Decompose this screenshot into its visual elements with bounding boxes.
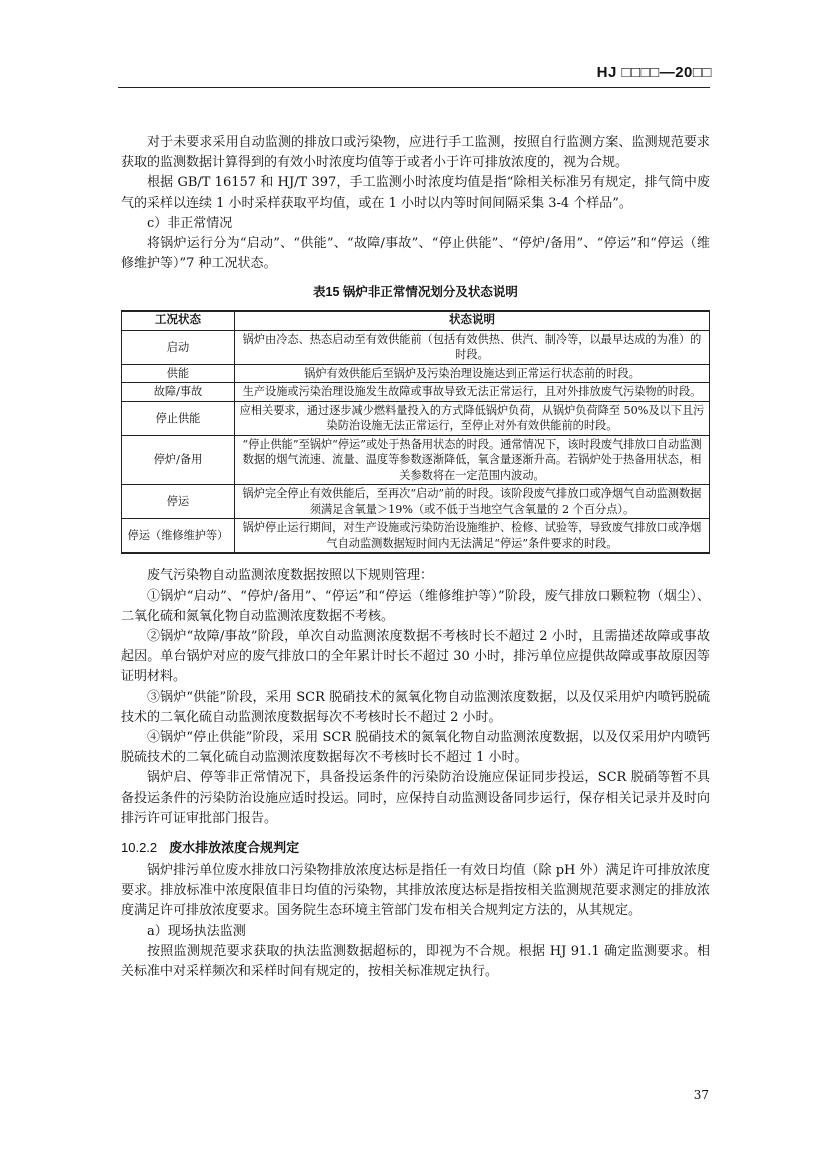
table-row bbox=[122, 485, 710, 519]
state-cell: 供能 bbox=[122, 364, 235, 383]
description-cell: 锅炉由冷态、热态启动至有效供能前（包括有效供热、供汽、制冷等，以最早达成的为准）的时段。 bbox=[235, 330, 710, 364]
state-cell: 故障/事故 bbox=[122, 383, 235, 402]
section-number: 10.2.2 bbox=[121, 840, 158, 856]
rule-item-4: ④锅炉“停止供能”阶段，采用 SCR 脱硝技术的氮氧化物自动监测浓度数据，以及仅采用炉内喷钙脱硫技术的二氧化硫自动监测浓度数据每次不考核时长不超过 1 小时。 bbox=[121, 730, 710, 766]
paragraph: 按照监测规范要求获取的执法监测数据超标的，即视为不合规。根据 HJ 91.1 确定监测要求。相关标准中对采样频次和采样时间有规定的，按相关标准规定执行。 bbox=[121, 943, 710, 980]
column-header-state: 工况状态 bbox=[122, 311, 235, 330]
header-rule bbox=[118, 87, 710, 88]
paragraph: 锅炉启、停等非正常情况下，具备投运条件的污染防治设施应保证同步投运，SCR 脱硝等暂不具备投运条件的污染防治设施应适时投运。同时，应保持自动监测设备同步运行，保存相关记录并及时向排污许可证审批部门报告。 bbox=[121, 770, 710, 826]
state-cell: 停运（维修维护等） bbox=[122, 519, 235, 554]
status-table bbox=[121, 310, 710, 554]
table-row bbox=[122, 401, 710, 435]
state-cell: 停止供能 bbox=[122, 401, 235, 435]
description-cell: 生产设施或污染治理设施发生故障或事故导致无法正常运行，且对外排放废气污染物的时段。 bbox=[235, 383, 710, 402]
table-row bbox=[122, 383, 710, 402]
description-cell: 锅炉完全停止有效供能后，至再次“启动”前的时段。该阶段废气排放口或净烟气自动监测数据须满足含氧量＞19%（或不低于当地空气含氧量的 2 个百分点）。 bbox=[235, 485, 710, 519]
paragraph: 根据 GB/T 16157 和 HJ/T 397，手工监测小时浓度均值是指“除相关标准另有规定，排气筒中废气的采样以连续 1 小时采样获取平均值，或在 1 小时以内等时间间隔采集 3-4 个样品”。 bbox=[121, 175, 710, 211]
column-header-description: 状态说明 bbox=[235, 311, 710, 330]
table-row bbox=[122, 364, 710, 383]
paragraph: 将锅炉运行分为“启动”、“供能”、“故障/事故”、“停止供能”、“停炉/备用”、“停运”和“停运（维修维护等）”7 种工况状态。 bbox=[121, 236, 710, 272]
state-cell: 启动 bbox=[122, 330, 235, 364]
table-caption: 表15 锅炉非正常情况划分及状态说明 bbox=[313, 285, 518, 300]
paragraph: 废气污染物自动监测浓度数据按照以下规则管理： bbox=[147, 568, 434, 584]
state-cell: 停炉/备用 bbox=[122, 435, 235, 485]
table-row bbox=[122, 519, 710, 554]
page-content bbox=[121, 133, 710, 982]
table-header-row bbox=[122, 311, 710, 330]
description-cell: 锅炉停止运行期间，对生产设施或污染防治设施维护、检修、试验等，导致废气排放口或净烟气自动监测数据短时间内无法满足“停运”条件要求的时段。 bbox=[235, 519, 710, 554]
paragraph: 锅炉排污单位废水排放口污染物排放浓度达标是指任一有效日均值（除 pH 外）满足许可排放浓度要求。排放标准中浓度限值非日均值的污染物，其排放浓度达标是指按相关监测规范要求测定的排放浓度满足许可排放浓度要求。国务院生态环境主管部门发布相关合规判定方法的，从其规定。 bbox=[121, 863, 710, 919]
paragraph: 对于未要求采用自动监测的排放口或污染物，应进行手工监测，按照自行监测方案、监测规范要求获取的监测数据计算得到的有效小时浓度均值等于或者小于许可排放浓度的，视为合规。 bbox=[121, 135, 710, 171]
standard-code-header: HJ □□□□—20□□ bbox=[596, 64, 712, 81]
description-cell: 应相关要求，通过逐步减少燃料量投入的方式降低锅炉负荷，从锅炉负荷降至 50%及以下且污染防治设施无法正常运行，至停止对外有效供能前的时段。 bbox=[235, 401, 710, 435]
table-row bbox=[122, 330, 710, 364]
section-heading bbox=[121, 837, 710, 856]
rule-item-3: ③锅炉“供能”阶段，采用 SCR 脱硝技术的氮氧化物自动监测浓度数据，以及仅采用炉内喷钙脱硫技术的二氧化硫自动监测浓度数据每次不考核时长不超过 2 小时。 bbox=[121, 689, 710, 725]
rule-item-1: ①锅炉“启动”、“停炉/备用”、“停运”和“停运（维修维护等）”阶段，废气排放口颗粒物（烟尘）、二氧化硫和氮氧化物自动监测浓度数据不考核。 bbox=[121, 588, 710, 624]
subheading-abnormal: c）非正常情况 bbox=[147, 215, 233, 231]
section-title: 废水排放浓度合规判定 bbox=[169, 840, 300, 856]
state-cell: 停运 bbox=[122, 485, 235, 519]
description-cell: “停止供能”至锅炉“停运”或处于热备用状态的时段。通常情况下，该时段废气排放口自动监测数据的烟气流速、流量、温度等参数逐渐降低，氧含量逐渐升高。若锅炉处于热备用状态，相关参数将在一定范围内波动。 bbox=[235, 435, 710, 485]
table-row bbox=[122, 435, 710, 485]
subheading-field-monitoring: a）现场执法监测 bbox=[147, 923, 246, 939]
page-number: 37 bbox=[693, 1088, 709, 1102]
rule-item-2: ②锅炉“故障/事故”阶段，单次自动监测浓度数据不考核时长不超过 2 小时，且需描述故障或事故起因。单台锅炉对应的废气排放口的全年累计时长不超过 30 小时，排污单位应提供故障或事故原因等证明材料。 bbox=[121, 629, 710, 685]
description-cell: 锅炉有效供能后至锅炉及污染治理设施达到正常运行状态前的时段。 bbox=[235, 364, 710, 383]
